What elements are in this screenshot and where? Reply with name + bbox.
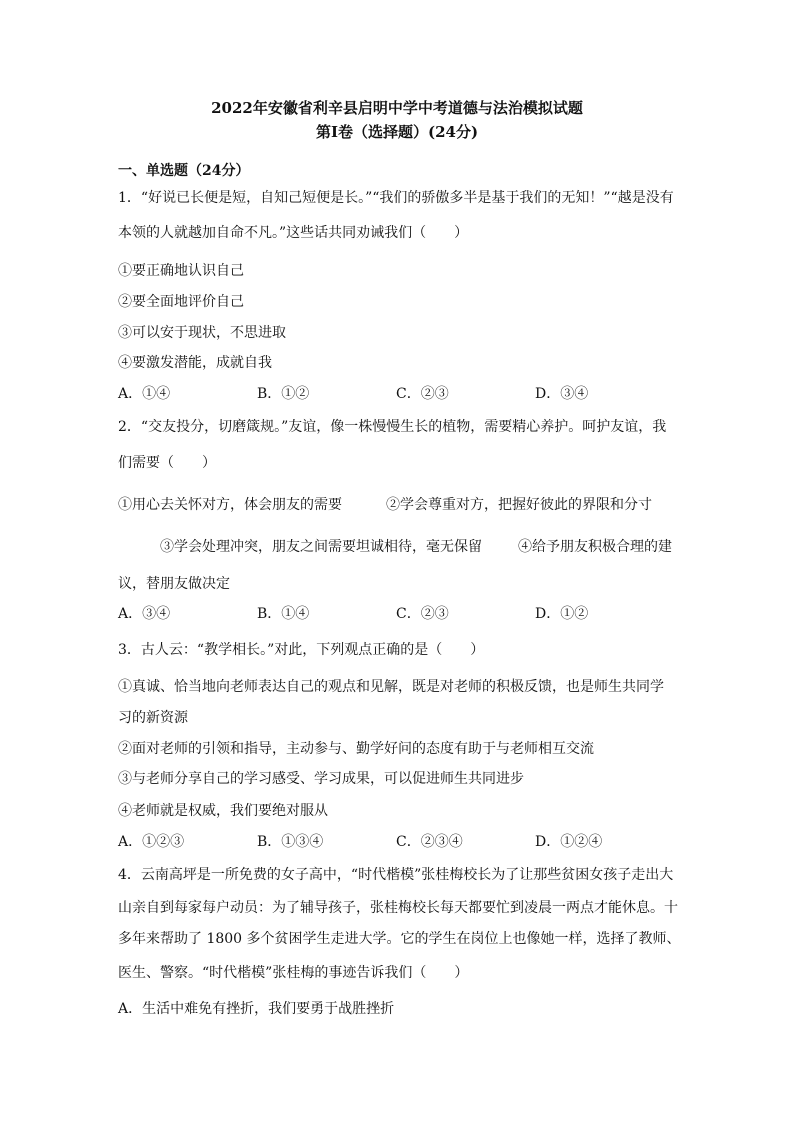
q2-statement-4: ④给予朋友积极合理的建: [518, 539, 672, 555]
q3-statement-3: ③与老师分享自己的学习感受、学习成果，可以促进师生共同进步: [118, 771, 524, 787]
q1-choice-b: B．①②: [257, 386, 310, 402]
q1-statement-3: ③可以安于现状，不思进取: [118, 325, 286, 341]
q1-statement-4: ④要激发潜能，成就自我: [118, 355, 272, 371]
q2-choice-c: C．②③: [396, 606, 449, 622]
q4-stem-line2: 山亲自到每家每户动员：为了辅导孩子，张桂梅校长每天都要忙到凌晨一两点才能休息。十: [118, 900, 678, 916]
q3-choice-d: D．①②④: [535, 834, 603, 850]
q4-choice-a: A．生活中难免有挫折，我们要勇于战胜挫折: [118, 1001, 395, 1017]
q3-statement-4: ④老师就是权威，我们要绝对服从: [118, 803, 328, 819]
q1-choice-c: C．②③: [396, 386, 449, 402]
q3-choice-c: C．②③④: [396, 834, 463, 850]
exam-subtitle: 第Ⅰ卷（选择题）(24分): [315, 123, 479, 141]
q2-choice-d: D．①②: [535, 606, 589, 622]
q4-stem-line3: 多年来帮助了 1800 多个贫困学生走进大学。它的学生在岗位上也像她一样，选择了教师、: [118, 931, 681, 947]
q1-stem-line1: 1．“好说已长便是短，自知己短便是长。”“我们的骄傲多半是基于我们的无知！”“越是没有: [118, 190, 674, 206]
q2-statement-4-cont: 议，替朋友做决定: [118, 576, 230, 592]
q2-stem-line2: 们需要（ ）: [118, 455, 216, 471]
q2-stem-line1: 2．“交友投分，切磨箴规。”友谊，像一株慢慢生长的植物，需要精心养护。呵护友谊，我: [118, 419, 667, 435]
exam-title: 2022年安徽省利辛县启明中学中考道德与法治模拟试题: [211, 99, 583, 117]
section-heading: 一、单选题（24分）: [118, 163, 250, 179]
q3-statement-2: ②面对老师的引领和指导，主动参与、勤学好问的态度有助于与老师相互交流: [118, 741, 594, 757]
q3-choice-a: A．①②③: [118, 834, 185, 850]
q2-statement-3: ③学会处理冲突，朋友之间需要坦诚相待，毫无保留: [160, 539, 482, 555]
q3-choice-b: B．①③④: [257, 834, 324, 850]
q2-choice-a: A．③④: [118, 606, 171, 622]
q2-choice-b: B．①④: [257, 606, 310, 622]
q1-choice-a: A．①④: [118, 386, 171, 402]
q3-stem: 3．古人云：“教学相长。”对此，下列观点正确的是（ ）: [118, 642, 485, 658]
q1-choice-d: D．③④: [535, 386, 589, 402]
q4-stem-line4: 医生、警察。“时代楷模”张桂梅的事迹告诉我们（ ）: [118, 965, 469, 981]
q1-statement-2: ②要全面地评价自己: [118, 294, 244, 310]
q2-statement-2: ②学会尊重对方，把握好彼此的界限和分寸: [386, 497, 652, 513]
q2-statement-1: ①用心去关怀对方，体会朋友的需要: [118, 497, 342, 513]
q4-stem-line1: 4．云南高坪是一所免费的女子高中，“时代楷模”张桂梅校长为了让那些贫困女孩子走出大: [118, 867, 674, 883]
q1-stem-line2: 本领的人就越加自命不凡。”这些话共同劝诫我们（ ）: [118, 225, 469, 241]
q1-statement-1: ①要正确地认识自己: [118, 263, 244, 279]
q3-statement-1: ①真诚、恰当地向老师表达自己的观点和见解，既是对老师的积极反馈，也是师生共同学: [118, 679, 664, 695]
q3-statement-1-cont: 习的新资源: [118, 710, 188, 726]
